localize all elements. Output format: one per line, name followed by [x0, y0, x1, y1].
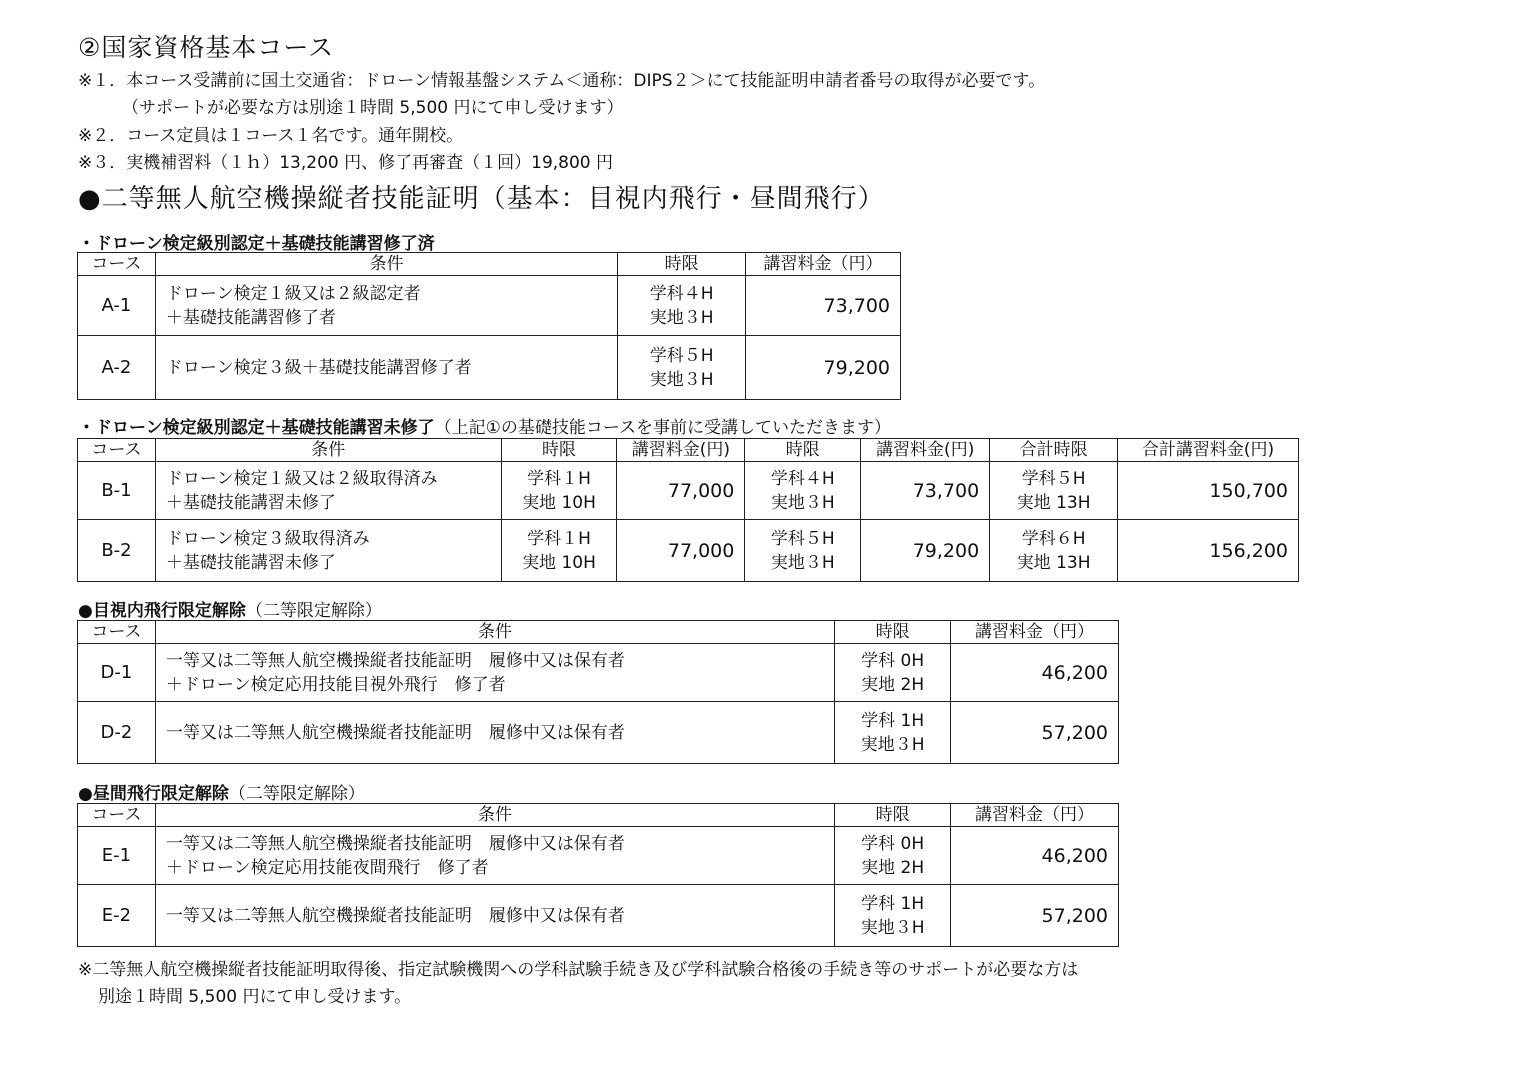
total-time	[990, 520, 1118, 582]
condition-line: ＋基礎技能講習未修了	[165, 492, 336, 513]
header-condition: 条件	[155, 253, 617, 276]
header-condition: 条件	[155, 621, 834, 644]
course-fee: 79,200	[861, 520, 990, 582]
table-row	[78, 644, 1119, 702]
table-b	[77, 438, 1299, 582]
condition-line: ドローン検定３級取得済み	[165, 528, 370, 549]
time-line: 実地３H	[649, 307, 714, 328]
table-row	[78, 827, 1119, 885]
header-time: 時限	[618, 253, 746, 276]
course-time	[618, 336, 746, 400]
time-line: 学科１H	[527, 468, 591, 489]
condition-line: 一等又は二等無人航空機操縦者技能証明 履修中又は保有者	[165, 650, 625, 671]
course-fee: 46,200	[951, 827, 1119, 885]
course-fee: 57,200	[951, 885, 1119, 947]
condition-line: ドローン検定１級又は２級認定者	[165, 283, 421, 304]
table-e-subtitle-text: ●昼間飛行限定解除	[78, 784, 229, 804]
table-row	[78, 336, 901, 400]
table-b-subtitle	[78, 413, 891, 438]
header-fee: 講習料金（円）	[951, 621, 1119, 644]
table-d-subtitle-note: （二等限定解除）	[245, 601, 382, 621]
header-condition: 条件	[155, 804, 834, 827]
header-fee: 講習料金(円)	[617, 439, 745, 462]
course-code: B-1	[78, 462, 156, 520]
course-condition: 一等又は二等無人航空機操縦者技能証明 履修中又は保有者	[155, 702, 834, 764]
time-line: 実地 10H	[522, 492, 596, 513]
time-line: 実地３H	[770, 552, 835, 573]
time-line: 学科５H	[649, 345, 714, 366]
table-d-subtitle	[78, 596, 382, 621]
condition-line: 一等又は二等無人航空機操縦者技能証明 履修中又は保有者	[165, 833, 625, 854]
table-row	[78, 462, 1299, 520]
time-line: 実地 2H	[861, 857, 925, 878]
condition-line: ＋ドローン検定応用技能目視外飛行 修了者	[165, 674, 506, 695]
condition-line: ＋基礎技能講習未修了	[165, 552, 336, 573]
time-line: 実地 13H	[1016, 492, 1091, 513]
note-3: ※３．実機補習料（１ｈ）13,200 円、修了再審査（１回）19,800 円	[78, 153, 614, 173]
table-row	[78, 702, 1119, 764]
course-time	[501, 462, 617, 520]
table-header-row	[78, 621, 1119, 644]
table-a-subtitle: ・ドローン検定級別認定＋基礎技能講習修了済	[78, 234, 435, 254]
table-row	[78, 276, 901, 336]
course-code: E-1	[78, 827, 156, 885]
course-time	[835, 644, 951, 702]
time-line: 学科６H	[1021, 528, 1086, 549]
time-line: 学科５H	[1021, 468, 1086, 489]
table-header-row	[78, 804, 1119, 827]
course-condition	[155, 644, 834, 702]
course-condition	[155, 462, 501, 520]
table-e	[77, 803, 1119, 947]
total-time	[990, 462, 1118, 520]
table-b-subtitle-note: （上記①の基礎技能コースを事前に受講していただきます）	[434, 418, 892, 438]
course-fee: 77,000	[617, 520, 745, 582]
time-line: 実地３H	[770, 492, 835, 513]
header-condition: 条件	[155, 439, 501, 462]
course-time	[835, 827, 951, 885]
course-code: B-2	[78, 520, 156, 582]
note-1-support: （サポートが必要な方は別途１時間 5,500 円にて申し受けます）	[122, 98, 624, 118]
table-row	[78, 885, 1119, 947]
course-fee: 46,200	[951, 644, 1119, 702]
course-time	[835, 702, 951, 764]
condition-line: ＋ドローン検定応用技能夜間飛行 修了者	[165, 857, 489, 878]
page-title: ②国家資格基本コース	[78, 33, 335, 62]
course-time	[745, 462, 861, 520]
course-fee: 73,700	[746, 276, 901, 336]
header-total-time: 合計時限	[990, 439, 1118, 462]
time-line: 実地 13H	[1016, 552, 1091, 573]
course-code: E-2	[78, 885, 156, 947]
course-code: D-2	[78, 702, 156, 764]
header-total-fee: 合計講習料金(円)	[1118, 439, 1299, 462]
course-time	[501, 520, 617, 582]
table-header-row	[78, 439, 1299, 462]
table-d	[77, 620, 1119, 764]
note-1: ※１．本コース受講前に国土交通省：ドローン情報基盤システム＜通称：DIPS２＞にて技能証明申請者番号の取得が必要です。	[78, 71, 1046, 91]
table-header-row	[78, 253, 901, 276]
header-time: 時限	[745, 439, 861, 462]
header-time: 時限	[835, 621, 951, 644]
course-time	[618, 276, 746, 336]
footer-note-cont: 別途１時間 5,500 円にて申し受けます。	[98, 987, 412, 1007]
header-time: 時限	[835, 804, 951, 827]
course-condition	[155, 520, 501, 582]
course-condition: 一等又は二等無人航空機操縦者技能証明 履修中又は保有者	[155, 885, 834, 947]
course-fee: 79,200	[746, 336, 901, 400]
course-fee: 73,700	[861, 462, 990, 520]
header-fee: 講習料金(円)	[861, 439, 990, 462]
footer-note: ※二等無人航空機操縦者技能証明取得後、指定試験機関への学科試験手続き及び学科試験合格後の手続き等のサポートが必要な方は	[78, 960, 1079, 980]
header-course: コース	[78, 253, 156, 276]
header-fee: 講習料金（円）	[746, 253, 901, 276]
course-time	[835, 885, 951, 947]
table-b-subtitle-text: ・ドローン検定級別認定＋基礎技能講習未修了	[78, 418, 435, 438]
time-line: 実地 10H	[522, 552, 596, 573]
course-time	[745, 520, 861, 582]
time-line: 学科 0H	[861, 650, 925, 671]
section-title: ●二等無人航空機操縦者技能証明（基本：目視内飛行・昼間飛行）	[78, 184, 885, 214]
table-e-subtitle-note: （二等限定解除）	[228, 784, 365, 804]
table-d-subtitle-text: ●目視内飛行限定解除	[78, 601, 246, 621]
header-fee: 講習料金（円）	[951, 804, 1119, 827]
header-course: コース	[78, 804, 156, 827]
condition-line: ドローン検定１級又は２級取得済み	[165, 468, 438, 489]
course-code: A-2	[78, 336, 156, 400]
table-e-subtitle	[78, 779, 365, 804]
time-line: 学科１H	[527, 528, 591, 549]
time-line: 実地３H	[649, 369, 714, 390]
course-condition	[155, 276, 617, 336]
header-course: コース	[78, 439, 156, 462]
course-condition: ドローン検定３級＋基礎技能講習修了者	[155, 336, 617, 400]
time-line: 学科５H	[770, 528, 835, 549]
time-line: 実地３H	[860, 734, 925, 755]
table-a	[77, 252, 901, 400]
note-2: ※２．コース定員は１コース１名です。通年開校。	[78, 126, 464, 146]
course-code: A-1	[78, 276, 156, 336]
time-line: 学科４H	[770, 468, 835, 489]
time-line: 学科 0H	[861, 833, 925, 854]
course-condition	[155, 827, 834, 885]
course-fee: 77,000	[617, 462, 745, 520]
time-line: 学科 1H	[861, 710, 925, 731]
time-line: 実地 2H	[861, 674, 925, 695]
total-fee: 156,200	[1118, 520, 1299, 582]
condition-line: ＋基礎技能講習修了者	[165, 307, 336, 328]
header-time: 時限	[501, 439, 617, 462]
time-line: 学科 1H	[861, 893, 925, 914]
course-code: D-1	[78, 644, 156, 702]
header-course: コース	[78, 621, 156, 644]
time-line: 学科４H	[649, 283, 714, 304]
total-fee: 150,700	[1118, 462, 1299, 520]
course-fee: 57,200	[951, 702, 1119, 764]
table-row	[78, 520, 1299, 582]
time-line: 実地３H	[860, 917, 925, 938]
